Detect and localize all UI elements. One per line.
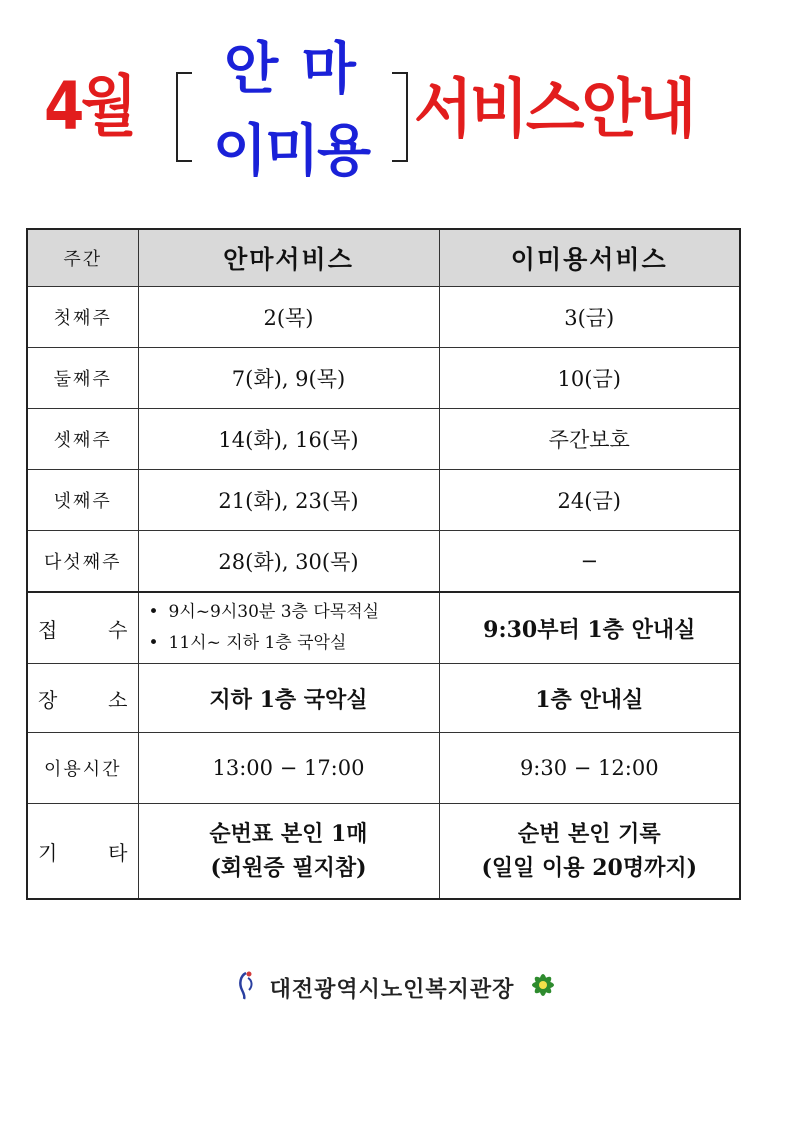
haircut-etc bbox=[439, 804, 740, 900]
haircut-date: 주간보호 bbox=[439, 409, 740, 470]
table-header-row bbox=[27, 229, 740, 287]
header-massage-service: 안마서비스 bbox=[138, 229, 439, 287]
right-bracket bbox=[392, 72, 408, 162]
reception-row bbox=[27, 592, 740, 664]
massage-place: 지하 1층 국악실 bbox=[138, 664, 439, 733]
haircut-etc-line2: (일일 이용 20명까지) bbox=[481, 855, 698, 881]
title-massage: 안 마 bbox=[224, 37, 358, 102]
massage-date: 14(화), 16(목) bbox=[138, 409, 439, 470]
place-label-char: 장 bbox=[38, 687, 58, 712]
etc-label-char: 타 bbox=[108, 840, 128, 865]
organization-name: 대전광역시노인복지관장 bbox=[269, 977, 515, 1003]
place-label-char: 소 bbox=[108, 687, 128, 712]
reception-label-char: 수 bbox=[108, 617, 128, 642]
list-item: • 9시~9시30분 3층 다목적실 bbox=[149, 597, 439, 628]
welfare-logo-icon bbox=[236, 970, 258, 1006]
place-row bbox=[27, 664, 740, 733]
header-haircut-service: 이미용서비스 bbox=[439, 229, 740, 287]
page-title bbox=[0, 0, 794, 200]
haircut-date: 3(금) bbox=[439, 287, 740, 348]
title-month: 4월 bbox=[44, 68, 134, 145]
table-row bbox=[27, 287, 740, 348]
haircut-place: 1층 안내실 bbox=[439, 664, 740, 733]
haircut-reception: 9:30부터 1층 안내실 bbox=[439, 592, 740, 664]
etc-label bbox=[27, 804, 138, 900]
week-label: 다섯째주 bbox=[27, 531, 138, 593]
massage-date: 2(목) bbox=[138, 287, 439, 348]
table-row bbox=[27, 409, 740, 470]
reception-list bbox=[139, 597, 439, 659]
massage-date: 7(화), 9(목) bbox=[138, 348, 439, 409]
massage-time: 13:00 − 17:00 bbox=[138, 733, 439, 804]
week-label: 넷째주 bbox=[27, 470, 138, 531]
footer bbox=[0, 970, 794, 1006]
haircut-time: 9:30 − 12:00 bbox=[439, 733, 740, 804]
left-bracket bbox=[176, 72, 192, 162]
massage-etc bbox=[138, 804, 439, 900]
list-item: • 11시~ 지하 1층 국악실 bbox=[149, 628, 439, 659]
haircut-date: 24(금) bbox=[439, 470, 740, 531]
place-label bbox=[27, 664, 138, 733]
title-service-guide: 서비스안내 bbox=[414, 73, 694, 147]
haircut-etc-line1: 순번 본인 기록 bbox=[517, 821, 661, 847]
reception-label-char: 접 bbox=[38, 617, 58, 642]
week-label: 둘째주 bbox=[27, 348, 138, 409]
reception-label bbox=[27, 592, 138, 664]
table-row bbox=[27, 531, 740, 593]
week-label: 첫째주 bbox=[27, 287, 138, 348]
green-flower-icon bbox=[528, 970, 558, 1006]
header-week: 주간 bbox=[27, 229, 138, 287]
haircut-date: 10(금) bbox=[439, 348, 740, 409]
etc-label-char: 기 bbox=[38, 840, 58, 865]
etc-row bbox=[27, 804, 740, 900]
time-label: 이용시간 bbox=[27, 733, 138, 804]
massage-date: 28(화), 30(목) bbox=[138, 531, 439, 593]
haircut-date: − bbox=[439, 531, 740, 593]
week-label: 셋째주 bbox=[27, 409, 138, 470]
table-row bbox=[27, 348, 740, 409]
massage-reception bbox=[138, 592, 439, 664]
massage-etc-line2: (회원증 필지참) bbox=[210, 855, 367, 881]
service-schedule-table bbox=[26, 228, 741, 900]
massage-date: 21(화), 23(목) bbox=[138, 470, 439, 531]
table-row bbox=[27, 470, 740, 531]
title-haircut: 이미용 bbox=[212, 119, 370, 184]
massage-etc-line1: 순번표 본인 1매 bbox=[209, 821, 368, 847]
time-row bbox=[27, 733, 740, 804]
